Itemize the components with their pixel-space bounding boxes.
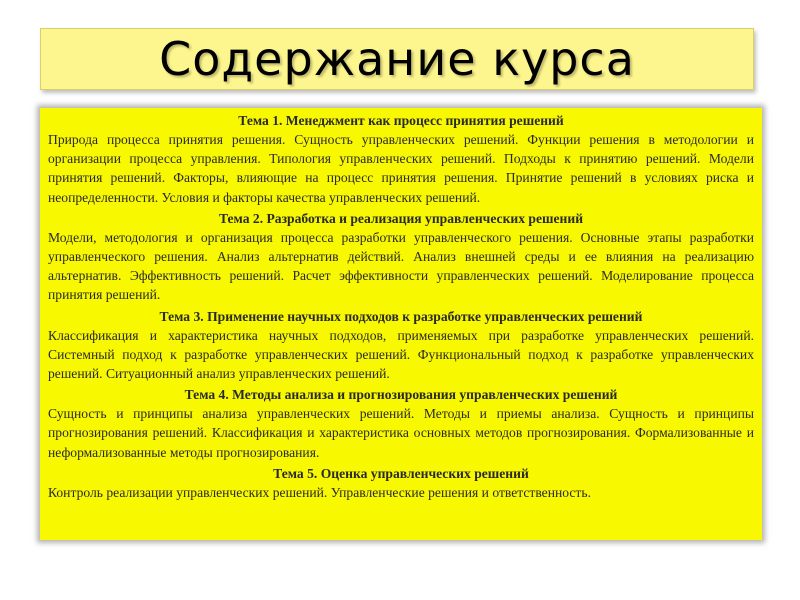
topic-description: Контроль реализации управленческих решений. Управленческие решения и ответственность. bbox=[48, 484, 591, 500]
topic-1 bbox=[48, 111, 754, 207]
topic-heading: Тема 5. Оценка управленческих решений bbox=[273, 465, 529, 481]
topic-description: Природа процесса принятия решения. Сущность управленческих решений. Функции решения в методологии и организации процесса управления. Типология управленческих решений. Подходы к принятию решений. Модели принятия решений. Факторы, влияющие на процесс принятия решения. Принятие решений в условиях риска и неопределенности. Условия и факторы качества управленческих решений. bbox=[48, 132, 754, 205]
topic-3 bbox=[48, 307, 754, 384]
topic-heading: Тема 1. Менеджмент как процесс принятия решений bbox=[238, 113, 564, 128]
topic-description: Модели, методология и организация процесса разработки управленческого решения. Основные этапы разработки управленческого решения. Анализ альтернатив действий. Анализ внешней среды и ее влияния на реализацию альтернатив. Эффективность решений. Расчет эффективности управленческих решений. Моделирование процесса принятия решений. bbox=[48, 229, 754, 303]
topic-2 bbox=[48, 209, 754, 305]
topic-heading: Тема 2. Разработка и реализация управленческих решений bbox=[218, 210, 584, 226]
course-content-panel bbox=[40, 108, 762, 540]
topic-heading: Тема 3. Применение научных подходов к разработке управленческих решений bbox=[159, 308, 643, 324]
topic-4 bbox=[48, 385, 754, 462]
topic-description: Классификация и характеристика научных подходов, применяемых при разработке управленческих решений. Системный подход к разработке управленческих решений. Функциональный подход к разработке управленческих решений. Ситуационный анализ управленческих решений. bbox=[48, 327, 754, 382]
topic-heading: Тема 4. Методы анализа и прогнозирования управленческих решений bbox=[184, 387, 618, 403]
slide-title: Содержание курса bbox=[159, 32, 635, 86]
title-banner bbox=[40, 28, 754, 90]
topic-description: Сущность и принципы анализа управленческих решений. Методы и приемы анализа. Сущность и принципы прогнозирования решений. Классификация и характеристика основных методов прогнозирования. Формализованные и неформализованные методы прогнозирования. bbox=[48, 406, 754, 460]
topic-5 bbox=[48, 464, 754, 502]
